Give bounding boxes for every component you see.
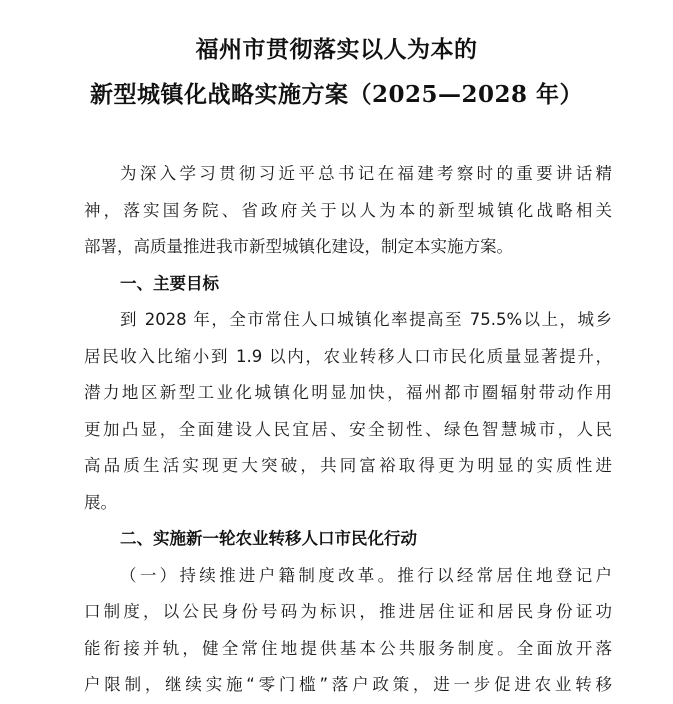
document-body bbox=[84, 156, 612, 704]
paragraph-line: 居民收入比缩小到 1.9 以内，农业转移人口市民化质量显著提升， bbox=[84, 346, 612, 366]
paragraph-line: 高品质生活实现更大突破，共同富裕取得更为明显的实质性进 bbox=[84, 456, 612, 475]
paragraph-line: 潜力地区新型工业化城镇化明显加快，福州都市圈辐射带动作用 bbox=[84, 383, 612, 402]
document-title-line-2: 新型城镇化战略实施方案（2025—2028 年） bbox=[89, 81, 584, 108]
paragraph-line: （一）持续推进户籍制度改革。推行以经常居住地登记户 bbox=[120, 565, 612, 585]
paragraph-line: 口制度，以公民身份号码为标识，推进居住证和居民身份证功 bbox=[84, 602, 612, 621]
paragraph-line: 为深入学习贯彻习近平总书记在福建考察时的重要讲话精 bbox=[120, 164, 612, 183]
paragraph-line: 到 2028 年，全市常住人口城镇化率提高至 75.5%以上，城乡 bbox=[120, 310, 612, 329]
paragraph-line: 展。 bbox=[84, 492, 117, 512]
paragraph-line: 能衔接并轨，健全常住地提供基本公共服务制度。全面放开落 bbox=[84, 638, 612, 658]
section-heading: 二、实施新一轮农业转移人口市民化行动 bbox=[120, 529, 417, 548]
section-heading: 一、主要目标 bbox=[120, 273, 219, 293]
paragraph-line: 神，落实国务院、省政府关于以人为本的新型城镇化战略相关 bbox=[84, 200, 612, 220]
paragraph-line: 部署，高质量推进我市新型城镇化建设，制定本实施方案。 bbox=[84, 237, 513, 256]
paragraph-line: 更加凸显，全面建设人民宜居、安全韧性、绿色智慧城市，人民 bbox=[84, 419, 612, 439]
paragraph-line: 户限制，继续实施“零门槛”落户政策，进一步促进农业转移 bbox=[84, 675, 612, 694]
document-title-line-1: 福州市贯彻落实以人为本的 bbox=[195, 36, 478, 63]
